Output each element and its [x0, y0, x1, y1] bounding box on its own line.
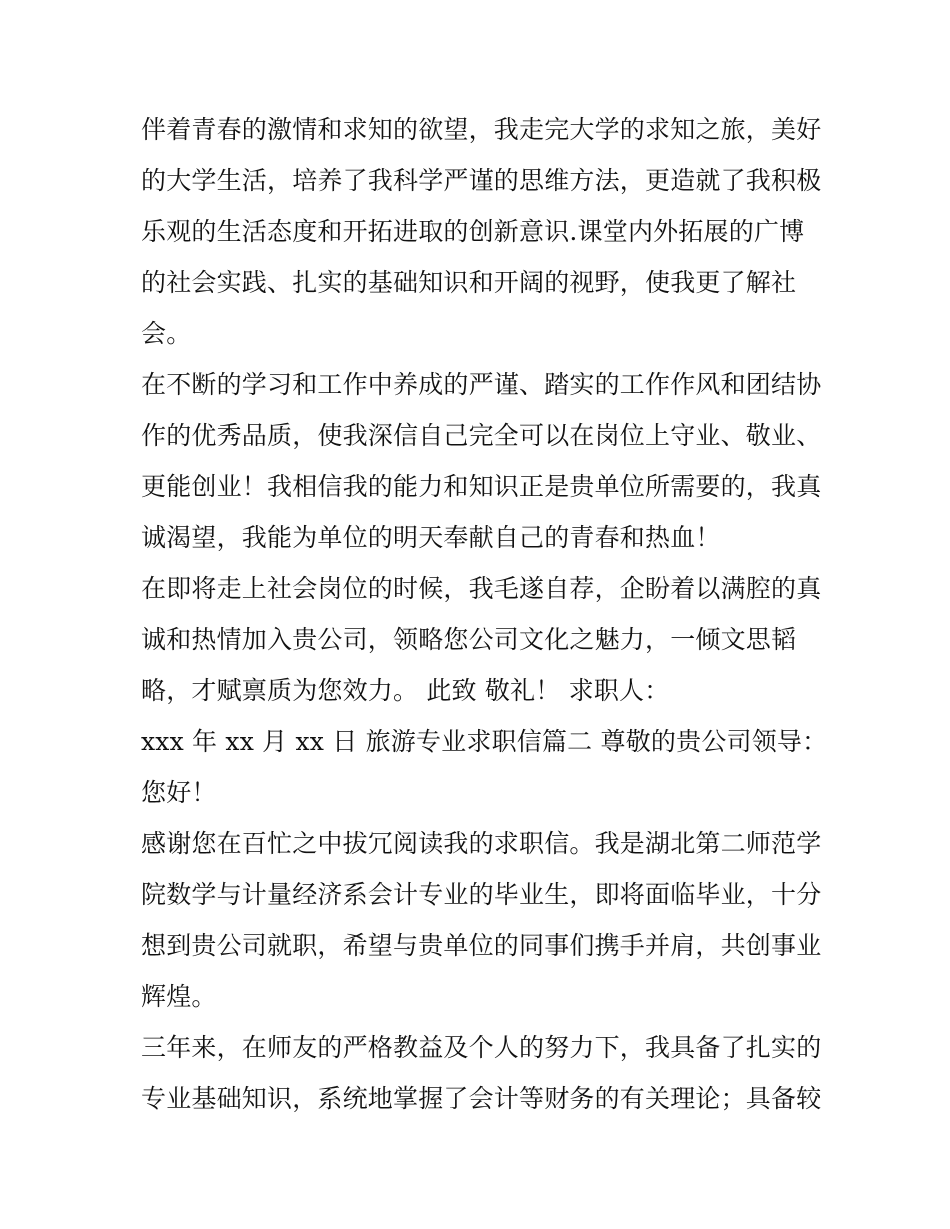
text-line: 辉煌。 [141, 982, 217, 1011]
text-line: 想到贵公司就职，希望与贵单位的同事们携手并肩，共创事业 [141, 931, 822, 960]
text-line: 更能创业！我相信我的能力和知识正是贵单位所需要的，我真 [141, 472, 822, 501]
text-line: 院数学与计量经济系会计专业的毕业生，即将面临毕业，十分 [141, 880, 822, 909]
text-line: 专业基础知识，系统地掌握了会计等财务的有关理论；具备较 [141, 1084, 822, 1113]
text-line: 诚和热情加入贵公司，领略您公司文化之魅力，一倾文思韬 [141, 625, 797, 654]
text-line: 在不断的学习和工作中养成的严谨、踏实的工作作风和团结协 [141, 370, 822, 399]
text-line: 在即将走上社会岗位的时候，我毛遂自荐，企盼着以满腔的真 [141, 574, 822, 603]
text-line: 诚渴望，我能为单位的明天奉献自己的青春和热血！ [141, 523, 721, 552]
text-line: 略，才赋禀质为您效力。 此致 敬礼！ 求职人： [141, 676, 670, 705]
text-line: 会。 [141, 319, 192, 348]
text-line: 作的优秀品质，使我深信自己完全可以在岗位上守业、敬业、 [141, 421, 822, 450]
text-line: 伴着青春的激情和求知的欲望，我走完大学的求知之旅，美好 [141, 115, 822, 144]
text-line: xxx 年 xx 月 xx 日 旅游专业求职信篇二 尊敬的贵公司领导： [141, 727, 828, 756]
letter-body [141, 107, 828, 1127]
text-line: 的大学生活，培养了我科学严谨的思维方法，更造就了我积极 [141, 166, 822, 195]
text-line: 三年来，在师友的严格教益及个人的努力下，我具备了扎实的 [141, 1033, 822, 1062]
text-line: 乐观的生活态度和开拓进取的创新意识.课堂内外拓展的广博 [141, 217, 805, 246]
text-line: 感谢您在百忙之中拔冗阅读我的求职信。我是湖北第二师范学 [141, 829, 822, 858]
text-line: 您好！ [141, 778, 217, 807]
text-line: 的社会实践、扎实的基础知识和开阔的视野，使我更了解社 [141, 268, 797, 297]
